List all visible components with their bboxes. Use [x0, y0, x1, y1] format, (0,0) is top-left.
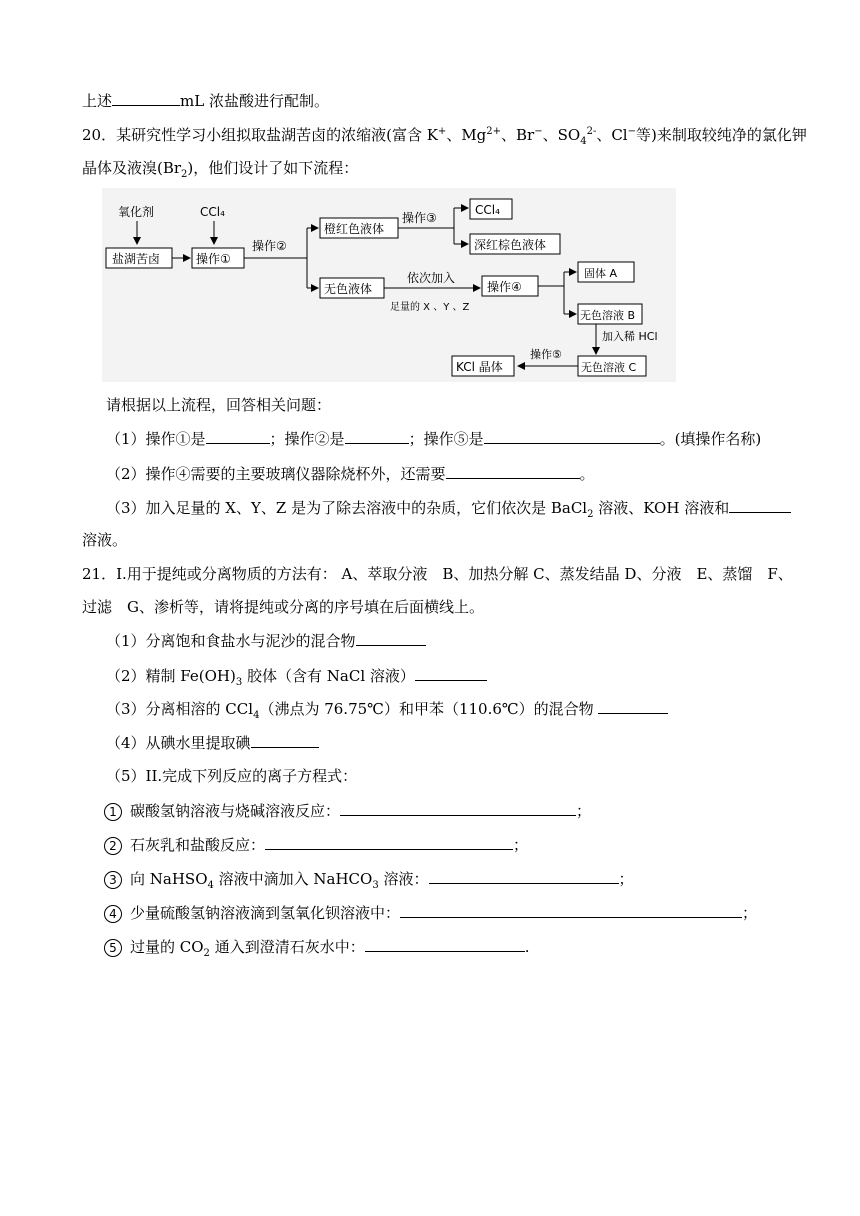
- answer-blank-s4[interactable]: [251, 732, 319, 748]
- kcl-label: KCl 晶体: [456, 360, 503, 374]
- op4-label: 操作④: [487, 280, 522, 294]
- add-hcl-label: 加入稀 HCl: [602, 330, 658, 343]
- answer-blank-r2[interactable]: [265, 834, 513, 850]
- circled-number: 5: [104, 939, 122, 957]
- answer-blank-instrument[interactable]: [446, 463, 580, 479]
- solution-c-label: 无色溶液 C: [581, 361, 637, 374]
- answer-blank-r5[interactable]: [365, 936, 525, 952]
- op5-label: 操作⑤: [530, 348, 562, 361]
- q20-part1: （1）操作①是 ；操作②是 ；操作⑤是 。(填操作名称): [106, 430, 762, 448]
- answer-blank-s2[interactable]: [415, 665, 487, 681]
- q21-line1: 21．I.用于提纯或分离物质的方法有： A、萃取分液 B、加热分解 C、蒸发结晶 D、分液 E、蒸馏 F、: [82, 565, 793, 583]
- answer-blank-r3[interactable]: [429, 868, 619, 884]
- solid-a-label: 固体 A: [584, 267, 618, 280]
- q20-line2: 晶体及液溴$(Br_2)$，他们设计了如下流程：: [82, 159, 359, 180]
- q21-sub2: （2）精制 $Fe(OH)_3$ 胶体（含有 NaCl 溶液）: [106, 665, 487, 686]
- answer-blank-op5[interactable]: [484, 428, 660, 444]
- reaction-3: 3 向 NaHSO$_4$ 溶液中滴加入 NaHCO$_3$ 溶液： ；: [104, 868, 634, 889]
- answer-blank-r4[interactable]: [400, 902, 742, 918]
- circled-number: 1: [104, 803, 122, 821]
- answer-blank-s3[interactable]: [598, 698, 668, 714]
- q20-part3: （3）加入足量的 X、Y、Z 是为了除去溶液中的杂质，它们依次是 BaCl$_2$ 溶液、KOH 溶液和: [106, 497, 791, 518]
- answer-blank-s1[interactable]: [356, 630, 426, 646]
- op1-label: 操作①: [196, 252, 231, 266]
- reaction-5: 5 过量的 $CO_2$ 通入到澄清石灰水中： .: [104, 936, 529, 957]
- process-flow-diagram: [102, 188, 676, 382]
- q20-part3-cont: 溶液。: [82, 531, 128, 549]
- solution-b-label: 无色溶液 B: [580, 309, 636, 322]
- q20-line1: 20．某研究性学习小组拟取盐湖苦卤的浓缩液(富含 K+、$Mg^{2+}$、Br−、$SO_4^{2-}$、Cl−等)来制取较纯净的氯化钾: [82, 126, 807, 147]
- q21-line2: 过滤 G、渗析等，请将提纯或分离的序号填在后面横线上。: [82, 598, 484, 616]
- circled-number: 4: [104, 905, 122, 923]
- top-line: 上述 mL 浓盐酸进行配制。: [82, 92, 329, 110]
- op2-label: 操作②: [252, 239, 287, 253]
- reaction-1: 1 碳酸氢钠溶液与烧碱溶液反应： ；: [104, 800, 591, 821]
- q21-sub3: （3）分离相溶的 CCl$_4$（沸点为 76.75℃）和甲苯（110.6℃）的混合物: [106, 698, 668, 719]
- q21-sub4: （4）从碘水里提取碘: [106, 732, 319, 753]
- reaction-2: 2 石灰乳和盐酸反应： ；: [104, 834, 528, 855]
- answer-blank-r1[interactable]: [340, 800, 576, 816]
- reaction-4: 4 少量硫酸氢钠溶液滴到氢氧化钡溶液中： ；: [104, 902, 757, 923]
- answer-blank[interactable]: [112, 90, 180, 106]
- circled-number: 3: [104, 871, 122, 889]
- ccl4-input-label: CCl₄: [200, 205, 225, 219]
- answer-blank-op1[interactable]: [206, 428, 270, 444]
- answer-blank-op2[interactable]: [345, 428, 409, 444]
- add-sequence-label: 依次加入: [407, 271, 456, 285]
- orange-liquid-label: 橙红色液体: [324, 222, 385, 236]
- colorless-liquid-label: 无色液体: [324, 282, 373, 296]
- xyz-label: 足量的 X 、Y 、Z: [390, 302, 470, 313]
- oxidant-label: 氧化剂: [118, 205, 155, 219]
- q21-sub1: （1）分离饱和食盐水与泥沙的混合物: [106, 630, 426, 651]
- q20-intro: 请根据以上流程，回答相关问题：: [106, 396, 332, 414]
- answer-blank-reagent[interactable]: [729, 497, 791, 513]
- brine-label: 盐湖苦卤: [112, 252, 161, 266]
- dark-red-liquid-label: 深红棕色液体: [474, 238, 547, 252]
- q20-part2: （2）操作④需要的主要玻璃仪器除烧杯外，还需要 。: [106, 465, 595, 483]
- op3-label: 操作③: [402, 211, 437, 225]
- circled-number: 2: [104, 837, 122, 855]
- ccl4-output-label: CCl₄: [475, 203, 500, 217]
- q21-sub5: （5）II.完成下列反应的离子方程式：: [106, 767, 358, 785]
